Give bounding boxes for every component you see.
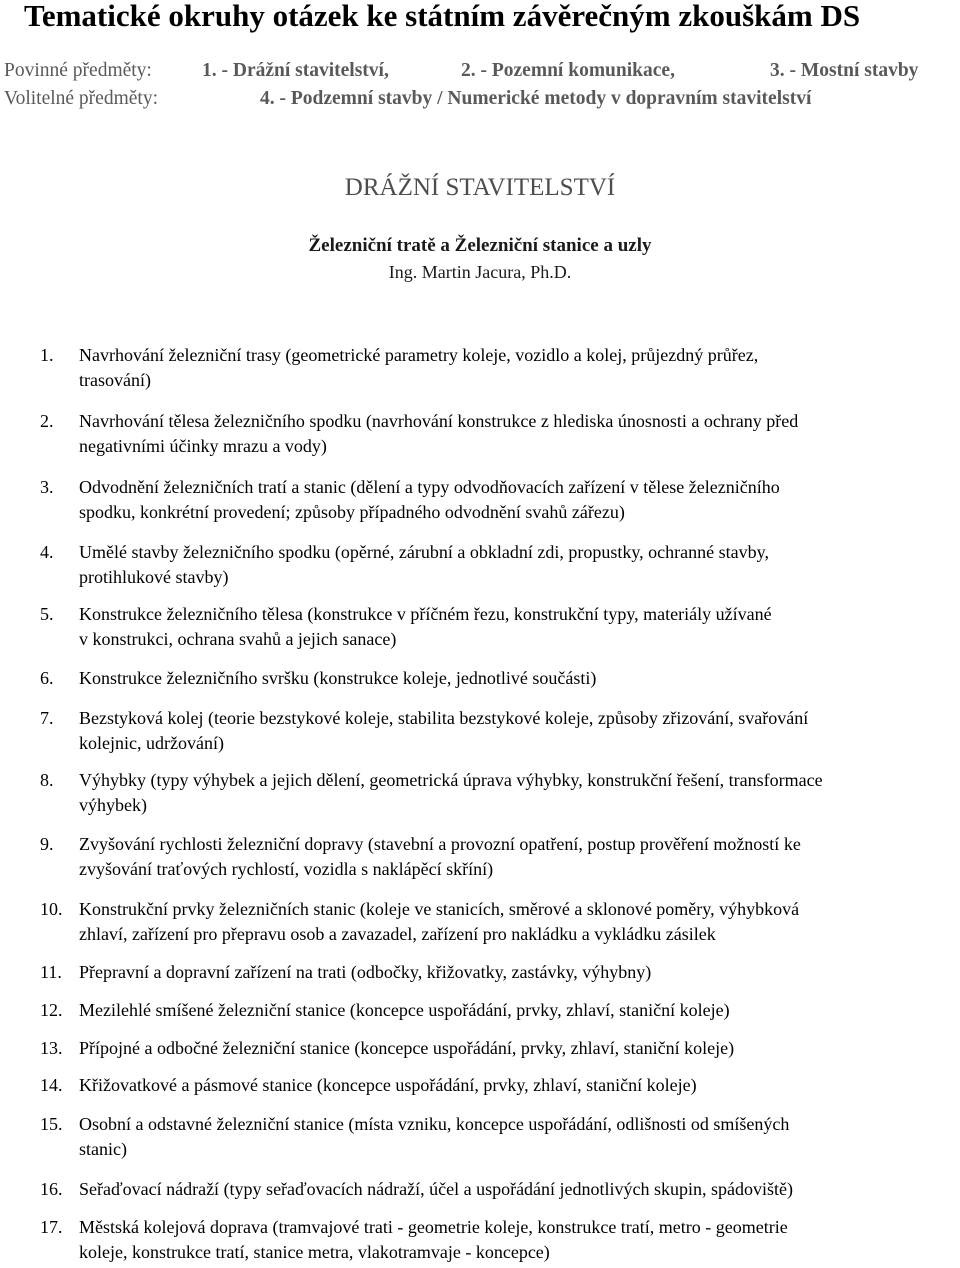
topic-text-line: Mezilehlé smíšené železniční stanice (koncepce uspořádání, prvky, zhlaví, staniční koleje) <box>79 1000 730 1020</box>
section-teacher: Ing. Martin Jacura, Ph.D. <box>388 262 572 282</box>
required-subject-1: 1. - Drážní stavitelství, <box>202 60 389 81</box>
topic-text-line: Navrhování železniční trasy (geometrické parametry koleje, vozidlo a kolej, průjezdný průřez, <box>79 345 759 365</box>
topic-text-line: Konstrukce železničního svršku (konstrukce koleje, jednotlivé součásti) <box>79 668 597 688</box>
topic-number: 7. <box>40 708 54 728</box>
topic-text-line: Křižovatkové a pásmové stanice (koncepce uspořádání, prvky, zhlaví, staniční koleje) <box>79 1075 697 1095</box>
topic-number: 12. <box>40 1000 63 1020</box>
topic-number: 10. <box>40 899 63 919</box>
topic-number: 13. <box>40 1038 63 1058</box>
topic-text <box>79 1112 960 1161</box>
topic-number: 2. <box>40 411 54 431</box>
topic-number: 17. <box>40 1217 63 1237</box>
topic-text-line: v konstrukci, ochrana svahů a jejich sanace) <box>79 628 397 649</box>
topic-text <box>79 343 960 392</box>
topic-text <box>79 897 960 946</box>
topic-text-line: kolejnic, udržování) <box>79 732 224 753</box>
topic-number: 1. <box>40 345 54 365</box>
topic-text <box>79 1036 960 1061</box>
topic-text-line: Zvyšování rychlosti železniční dopravy (stavební a provozní opatření, postup prověření možností ke <box>79 834 801 854</box>
topic-text <box>79 475 960 524</box>
topic-text <box>79 666 960 691</box>
topic-text-line: výhybek) <box>79 794 147 815</box>
topic-number: 6. <box>40 668 54 688</box>
topic-text-line: stanic) <box>79 1138 127 1159</box>
required-subjects-label: Povinné předměty: <box>4 60 152 81</box>
topic-number: 4. <box>40 542 54 562</box>
topic-number: 9. <box>40 834 54 854</box>
topic-text-line: Odvodnění železničních tratí a stanic (dělení a typy odvodňovacích zařízení v tělese železničního <box>79 477 780 497</box>
optional-subjects-label: Volitelné předměty: <box>4 88 158 109</box>
topic-text-line: Konstrukce železničního tělesa (konstrukce v příčném řezu, konstrukční typy, materiály užívané <box>79 604 772 624</box>
topic-text-line: negativními účinky mrazu a vody) <box>79 435 327 456</box>
topic-text-line: Přípojné a odbočné železniční stanice (koncepce uspořádání, prvky, zhlaví, staniční koleje) <box>79 1038 735 1058</box>
required-subject-2: 2. - Pozemní komunikace, <box>461 60 675 81</box>
optional-subject: 4. - Podzemní stavby / Numerické metody v dopravním stavitelství <box>260 88 812 109</box>
topic-text-line: koleje, konstrukce tratí, stanice metra, vlakotramvaje - koncepce) <box>79 1241 550 1262</box>
topic-number: 3. <box>40 477 54 497</box>
topic-text <box>79 832 960 881</box>
topic-text <box>79 960 960 985</box>
page-title: Tematické okruhy otázek ke státním závěrečným zkouškám DS <box>24 0 861 33</box>
topic-text-line: Přepravní a dopravní zařízení na trati (odbočky, křižovatky, zastávky, výhybny) <box>79 962 652 982</box>
topic-text-line: Bezstyková kolej (teorie bezstykové koleje, stabilita bezstykové koleje, způsoby zřizování, svařování <box>79 708 809 728</box>
topic-text-line: trasování) <box>79 369 151 390</box>
topic-text-line: Navrhování tělesa železničního spodku (navrhování konstrukce z hlediska únosnosti a ochrany před <box>79 411 799 431</box>
topic-number: 14. <box>40 1075 63 1095</box>
topic-number: 8. <box>40 770 54 790</box>
topic-text <box>79 1177 960 1202</box>
topic-text <box>79 998 960 1023</box>
topic-text-line: protihlukové stavby) <box>79 566 229 587</box>
topic-number: 5. <box>40 604 54 624</box>
topic-text <box>79 602 960 651</box>
topic-text <box>79 768 960 817</box>
topic-number: 11. <box>40 962 62 982</box>
topic-number: 16. <box>40 1179 63 1199</box>
topic-text-line: Výhybky (typy výhybek a jejich dělení, geometrická úprava výhybky, konstrukční řešení, transformace <box>79 770 823 790</box>
topic-text-line: zhlaví, zařízení pro přepravu osob a zavazadel, zařízení pro nakládku a vykládku zásilek <box>79 923 716 944</box>
topic-text-line: Konstrukční prvky železničních stanic (koleje ve stanicích, směrové a sklonové poměry, výhybková <box>79 899 800 919</box>
topic-text-line: Osobní a odstavné železniční stanice (místa vzniku, koncepce uspořádání, odlišnosti od smíšených <box>79 1114 790 1134</box>
topic-text <box>79 1073 960 1098</box>
topic-text-line: zvyšování traťových rychlostí, vozidla s naklápěcí skříní) <box>79 858 494 879</box>
topic-text-line: Umělé stavby železničního spodku (opěrné, zárubní a obkladní zdi, propustky, ochranné stavby, <box>79 542 769 562</box>
topic-text <box>79 1215 960 1264</box>
section-title: DRÁŽNÍ STAVITELSTVÍ <box>344 174 616 201</box>
topic-number: 15. <box>40 1114 63 1134</box>
topic-text-line: Městská kolejová doprava (tramvajové trati - geometrie koleje, konstrukce tratí, metro - geometrie <box>79 1217 788 1237</box>
topic-text <box>79 409 960 458</box>
section-subtitle: Železniční tratě a Železniční stanice a uzly <box>308 235 652 256</box>
topic-text-line: Seřaďovací nádraží (typy seřaďovacích nádraží, účel a uspořádání jednotlivých skupin, spádoviště) <box>79 1179 794 1199</box>
topic-text <box>79 540 960 589</box>
topic-text-line: spodku, konkrétní provedení; způsoby případného odvodnění svahů zářezu) <box>79 501 625 522</box>
required-subject-3: 3. - Mostní stavby <box>770 60 919 81</box>
topic-text <box>79 706 960 755</box>
